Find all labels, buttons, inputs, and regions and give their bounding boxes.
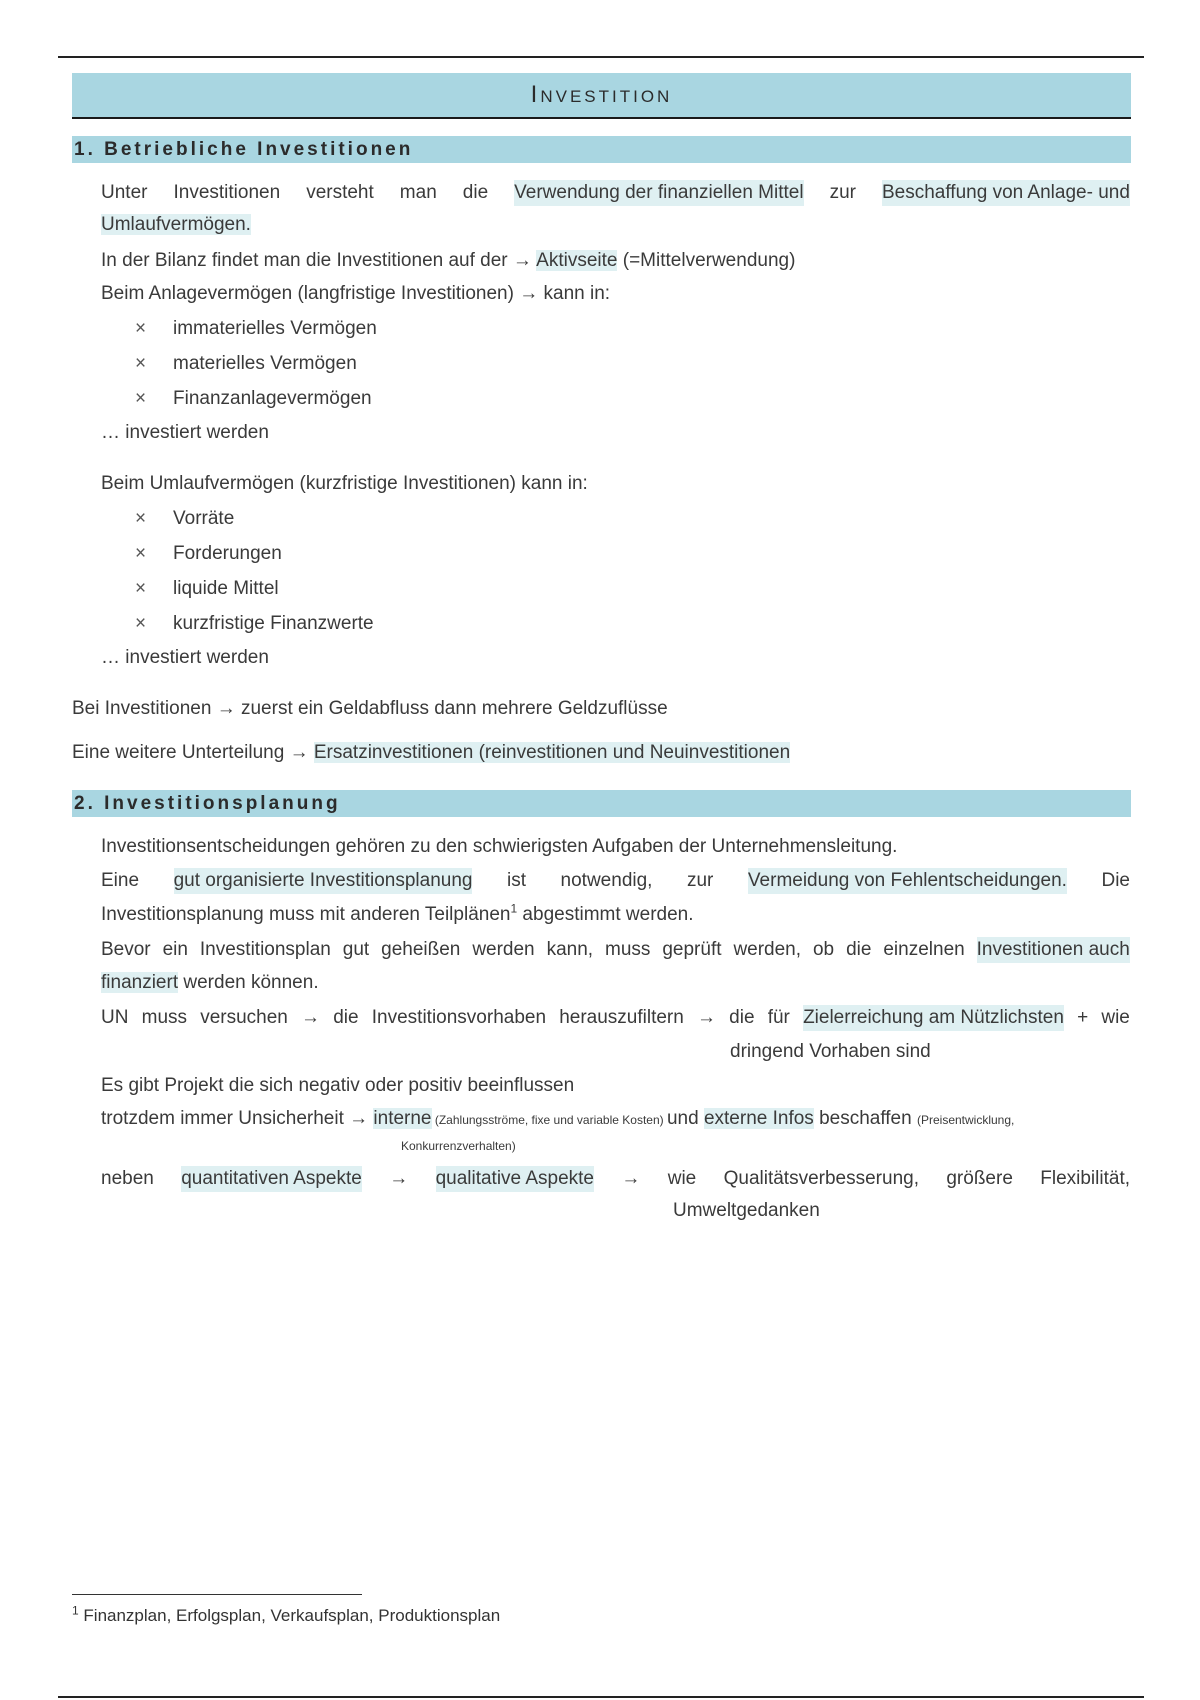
word: Investitionsplan (199, 939, 331, 960)
word: Eine (101, 870, 140, 891)
highlight-verwendung: Verwendung der finanziellen Mittel (514, 180, 803, 206)
planung-line7: dringend Vorhaben sind (730, 1041, 931, 1062)
word: zur (686, 870, 714, 891)
highlight-ersatzinvestitionen: Ersatzinvestitionen (reinvestitionen und Neuinvestitionen (313, 742, 791, 763)
highlight-externe-infos: externe Infos (703, 1108, 814, 1129)
highlight-finanziert: finanziert (101, 972, 179, 993)
unsicherheit-text: trotzdem immer Unsicherheit → (101, 1108, 374, 1129)
word: geprüft (662, 939, 722, 960)
footnote-rule (72, 1594, 362, 1595)
word: Qualitätsverbesserung, (723, 1168, 919, 1189)
list-item (135, 611, 374, 637)
unterteilung-line (72, 740, 790, 766)
word: Die (1101, 870, 1130, 891)
und-text: und (666, 1108, 704, 1129)
word: ein (162, 939, 188, 960)
planung-line4 (101, 937, 1130, 963)
planung-line10: Konkurrenzverhalten) (401, 1139, 516, 1153)
word: ist (507, 870, 527, 891)
bullet-x-icon: × (135, 613, 147, 634)
word: die (462, 182, 489, 203)
highlight-investitionen-auch: Investitionen auch (977, 937, 1130, 963)
word: neben (101, 1168, 154, 1189)
bullet-x-icon: × (135, 508, 147, 529)
bilanz-suffix: (=Mittelverwendung) (617, 250, 796, 271)
planung-line1: Investitionsentscheidungen gehören zu den schwierigsten Aufgaben der Unternehmensleitung. (101, 836, 898, 857)
word: Bevor (101, 939, 151, 960)
top-rule (58, 56, 1144, 58)
planung-line12: Umweltgedanken (673, 1200, 820, 1221)
list-item (135, 351, 357, 377)
beschaffen-text: beschaffen (813, 1108, 917, 1129)
highlight-aktivseite: Aktivseite (536, 250, 618, 271)
section-heading-1 (72, 136, 1131, 163)
planung-line2 (101, 868, 1130, 894)
bullet-x-icon: × (135, 388, 147, 409)
paragraph-definition-line2 (101, 212, 251, 238)
externe-detail: (Preisentwicklung, (916, 1113, 1015, 1127)
word: größere (946, 1168, 1013, 1189)
section-heading-2 (72, 790, 1131, 817)
word: wie (667, 1168, 697, 1189)
word: werden, (733, 939, 802, 960)
word: herauszufiltern (559, 1007, 684, 1028)
planung-line8: Es gibt Projekt die sich negativ oder positiv beeinflussen (101, 1075, 575, 1096)
word: notwendig, (560, 870, 653, 891)
unterteilung-text: Eine weitere Unterteilung → (72, 742, 314, 763)
word: Investitionen (173, 182, 281, 203)
highlight-zielerreichung: Zielerreichung am Nützlichsten (803, 1005, 1064, 1031)
word: gut (342, 939, 370, 960)
list-item (135, 386, 372, 412)
bilanz-line (101, 248, 795, 274)
list-item (135, 541, 282, 567)
list-item (135, 316, 377, 342)
geldfluss-line: Bei Investitionen → zuerst ein Geldabfluss dann mehrere Geldzuflüsse (72, 698, 668, 719)
bullet-x-icon: × (135, 578, 147, 599)
footnote-text: Finanzplan, Erfolgsplan, Verkaufsplan, Produktionsplan (78, 1606, 501, 1625)
highlight-umlaufvermoegen: Umlaufvermögen. (101, 214, 251, 235)
highlight-quantitativen-aspekte: quantitativen Aspekte (181, 1166, 362, 1192)
planung-line6 (101, 1005, 1130, 1031)
bilanz-text: In der Bilanz findet man die Investitionen auf der → (101, 250, 537, 271)
word: man (399, 182, 437, 203)
word: Unter (101, 182, 148, 203)
word: + (1077, 1007, 1089, 1028)
planung-line5 (101, 970, 319, 996)
word: kann, (546, 939, 594, 960)
highlight-investitionsplanung: gut organisierte Investitionsplanung (174, 868, 473, 894)
footnote (72, 1603, 501, 1626)
word: versuchen (200, 1007, 288, 1028)
anlage-outro: … investiert werden (101, 422, 269, 443)
list-item (135, 506, 234, 532)
word: einzelnen (883, 939, 965, 960)
highlight-fehlentscheidungen: Vermeidung von Fehlentscheidungen. (748, 868, 1067, 894)
highlight-qualitative-aspekte: qualitative Aspekte (436, 1166, 594, 1192)
arrow-icon: → (389, 1168, 409, 1189)
bullet-x-icon: × (135, 318, 147, 339)
list-item-text: materielles Vermögen (173, 353, 357, 374)
word: für (767, 1007, 790, 1028)
list-item-text: liquide Mittel (173, 578, 279, 599)
word: die (333, 1007, 359, 1028)
footnote-ref[interactable]: 1 (510, 901, 518, 916)
teilplaene-suffix: abgestimmt werden. (517, 904, 694, 925)
list-item (135, 576, 279, 602)
word: geheißen (381, 939, 461, 960)
word: ob (812, 939, 835, 960)
teilplaene-text: Investitionsplanung muss mit anderen Teilplänen (101, 904, 511, 925)
list-item-text: immaterielles Vermögen (173, 318, 377, 339)
umlauf-outro: … investiert werden (101, 647, 269, 668)
highlight-interne: interne (373, 1108, 432, 1129)
arrow-icon: → (301, 1007, 321, 1028)
interne-detail: (Zahlungsströme, fixe und variable Kosten) (431, 1113, 667, 1127)
section-heading-2-text: 2. Investitionsplanung (74, 792, 341, 814)
arrow-icon: → (697, 1007, 716, 1028)
word: Investitionsvorhaben (371, 1007, 547, 1028)
word: die (729, 1007, 755, 1028)
list-item-text: Forderungen (173, 543, 282, 564)
planung-line9 (101, 1106, 1014, 1133)
bullet-x-icon: × (135, 543, 147, 564)
highlight-beschaffung: Beschaffung von Anlage- und (882, 180, 1130, 206)
footnote-mark: 1 (72, 1603, 79, 1618)
page-title: Investition (530, 81, 673, 108)
finanziert-suffix: werden können. (178, 972, 319, 993)
word: werden (472, 939, 535, 960)
word: muss (605, 939, 651, 960)
bullet-x-icon: × (135, 353, 147, 374)
section-heading-1-text: 1. Betriebliche Investitionen (74, 138, 414, 160)
list-item-text: kurzfristige Finanzwerte (173, 613, 374, 634)
bottom-rule (58, 1696, 1144, 1698)
planung-line3 (101, 902, 694, 928)
word: UN (101, 1007, 129, 1028)
paragraph-definition-line1 (101, 180, 1130, 206)
anlage-intro: Beim Anlagevermögen (langfristige Investitionen) → kann in: (101, 283, 611, 304)
word: versteht (306, 182, 374, 203)
word: muss (141, 1007, 188, 1028)
word: zur (829, 182, 856, 203)
list-item-text: Vorräte (173, 508, 235, 529)
list-item-text: Finanzanlagevermögen (173, 388, 372, 409)
word: die (846, 939, 872, 960)
page-title-bar (72, 73, 1131, 119)
word: wie (1101, 1007, 1130, 1028)
umlauf-intro: Beim Umlaufvermögen (kurzfristige Investitionen) kann in: (101, 473, 588, 494)
arrow-icon: → (621, 1168, 641, 1189)
word: Flexibilität, (1040, 1168, 1130, 1189)
planung-line11 (101, 1166, 1130, 1192)
